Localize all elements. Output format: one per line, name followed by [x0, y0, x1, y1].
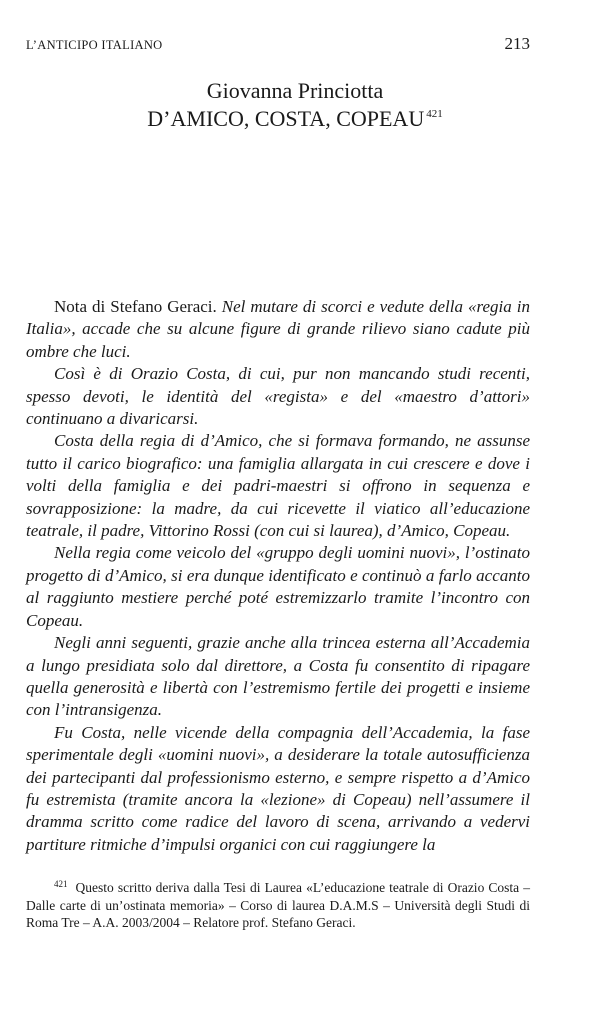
paragraph	[26, 632, 530, 722]
page-number: 213	[504, 34, 530, 53]
paragraph-text: Nel mutare di scorci e vedute della «regia in Italia», accade che su alcune figure di grande rilievo siano cadute più ombre che luci.	[26, 297, 530, 361]
paragraph	[26, 722, 530, 856]
footnote-number: 421	[54, 879, 68, 889]
running-title: L’ANTICIPO ITALIANO	[26, 38, 163, 52]
footnote	[26, 876, 530, 932]
article-title: D’AMICO, COSTA, COPEAU	[147, 106, 425, 131]
paragraph-text: Così è di Orazio Costa, di cui, pur non mancando studi recenti, spesso devoti, le identità del «regista» e del «maestro d’attori» continuano a divaricarsi.	[26, 364, 530, 429]
footnote-text: Questo scritto deriva dalla Tesi di Laurea «L’educazione teatrale di Orazio Costa – Dalle carte di un’ostinata memoria» – Corso di laurea D.A.M.S – Università degli Studi di Roma Tre – A.A. 2003/2004 – Relatore prof. Stefano Geraci.	[26, 880, 530, 930]
paragraph-text: Fu Costa, nelle vicende della compagnia dell’Accademia, la fase sperimentale degli «uomini nuovi», a desiderare la totale autosufficienza dei partecipanti dal professionismo esterno, e sempre rispetto a d’Amico fu estremista (tramite ancora la «lezione» di Copeau) nell’assumere il dramma scritto come radice del lavoro di scena, arrivando a vedervi partiture ritmiche d’impulsi organici con cui raggiungere la	[26, 722, 530, 854]
title-footnote-ref[interactable]: 421	[426, 108, 443, 120]
paragraph	[26, 296, 530, 363]
paragraph	[26, 363, 530, 430]
paragraph-text: Negli anni seguenti, grazie anche alla trincea esterna all’Accademia a lungo presidiata solo dal direttore, a Costa fu consentito di ripagare quella generosità e libertà con l’estremismo fertile dei progetti e insieme con l’intransigenza.	[26, 633, 530, 720]
running-head	[26, 34, 530, 56]
footnote-paragraph	[26, 876, 530, 932]
paragraph	[26, 542, 530, 632]
article-author: Giovanna Princiotta	[206, 78, 384, 103]
paragraph	[26, 430, 530, 542]
article-title-block	[0, 106, 590, 132]
paragraph-lead: Nota di Stefano Geraci.	[54, 297, 222, 316]
body-text	[26, 296, 530, 856]
paragraph-text: Nella regia come veicolo del «gruppo degli uomini nuovi», l’ostinato progetto di d’Amico, si era dunque identificato e continuò a farlo accanto al raggiunto mestiere perché poté estremizzarlo tramite l’incontro con Copeau.	[26, 543, 530, 630]
paragraph-text: Costa della regia di d’Amico, che si formava formando, ne assunse tutto il carico biografico: una famiglia allargata in cui crescere e dove i volti della famiglia e dei padri-maestri si offrono in sequenza e sovrapposizione: la madre, da cui ricevette il viatico all’educazione teatrale, il padre, Vittorino Rossi (con cui si laurea), d’Amico, Copeau.	[26, 431, 530, 541]
